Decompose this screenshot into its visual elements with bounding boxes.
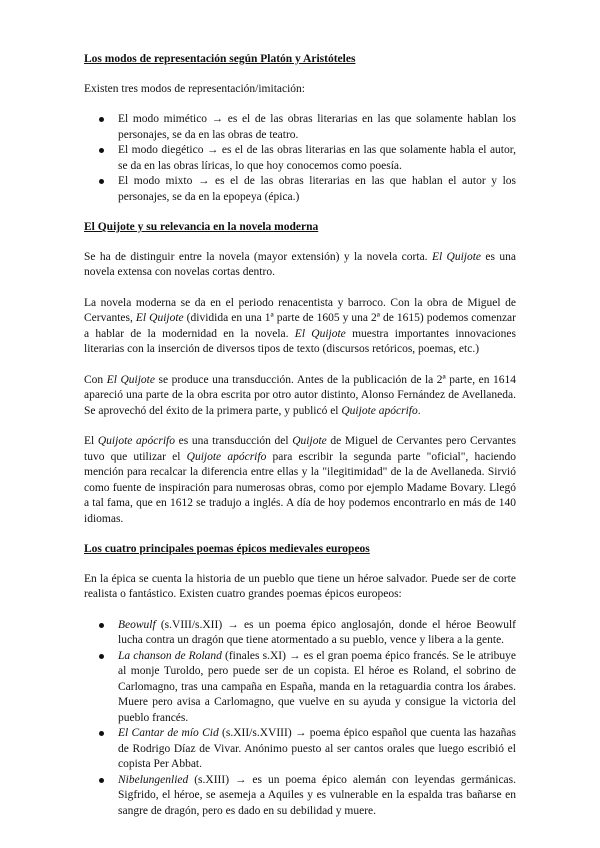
list-item: El Cantar de mío Cid (s.XII/s.XVIII) → poema épico español que cuenta las hazañas de Rodrigo Díaz de Vivar. Anónimo puesto al ser cantos orales que luego escribió el copista Per Abbat.: [118, 726, 516, 773]
list-item: El modo mimético → es el de las obras literarias en las que solamente hablan los personajes, se da en las obras de teatro.: [118, 112, 516, 143]
section-heading-poemas: Los cuatro principales poemas épicos medievales europeos: [84, 543, 370, 555]
bullet-icon: [99, 654, 104, 659]
bullet-icon: [99, 778, 104, 783]
bullet-icon: [99, 117, 104, 122]
quijote-paragraph-1: Se ha de distinguir entre la novela (mayor extensión) y la novela corta. El Quijote es una novela extensa con novelas cortas dentro.: [84, 250, 517, 278]
modos-intro: Existen tres modos de representación/imitación:: [84, 82, 305, 95]
bullet-icon: [99, 623, 104, 628]
bullet-icon: [99, 731, 104, 736]
poemas-intro: En la épica se cuenta la historia de un pueblo que tiene un héroe salvador. Puede ser de corte realista o fantástico. Existen cuatro grandes poemas épicos europeos:: [84, 572, 516, 600]
quijote-paragraph-3: Con El Quijote se produce una transducción. Antes de la publicación de la 2ª parte, en 1614 apareció una parte de la obra escrita por otro autor distinto, Alonso Fernández de Avellaneda. Se aprovechó del éxito de la primera parte, y publicó el Quijote apócrifo.: [84, 373, 517, 417]
quijote-paragraph-4: El Quijote apócrifo es una transducción del Quijote de Miguel de Cervantes pero Cervantes tuvo que utilizar el Quijote apócrifo para escribir la segunda parte "oficial", haciendo mención para recalcar la diferencia entre ellas y la "ilegitimidad" de la de Avellaneda. Sirvió como fuente de inspiración para numerosas obras, como por ejemplo Madame Bovary. Llegó a tal fama, que en 1612 se tradujo a inglés. A día de hoy podemos encontrarlo en más de 140 idiomas.: [84, 435, 517, 525]
document-page: [84, 52, 516, 834]
list-item: Beowulf (s.VIII/s.XII) → es un poema épico anglosajón, donde el héroe Beowulf lucha contra un dragón que tiene atormentado a su pueblo, vence y libera a la gente.: [118, 618, 516, 649]
bullet-icon: [99, 148, 104, 153]
list-item: La chanson de Roland (finales s.XI) → es el gran poema épico francés. Se le atribuye al monje Turoldo, pero puede ser de un copista. El héroe es Roland, el sobrino de Carlomagno, tras una campaña en España, manda en la retaguardia contra los árabes. Muere pero avisa a Carlomagno, que vuelve en su ayuda y consigue la victoria del pueblo francés.: [118, 649, 516, 727]
section-heading-quijote: El Quijote y su relevancia en la novela moderna: [84, 221, 319, 233]
poemas-list: [84, 618, 516, 820]
modos-list: [84, 112, 516, 205]
quijote-paragraph-2: La novela moderna se da en el periodo renacentista y barroco. Con la obra de Miguel de Cervantes, El Quijote (dividida en una 1ª parte de 1605 y una 2ª de 1615) podemos comenzar a hablar de la modernidad en la novela. El Quijote muestra importantes innovaciones literarias con la inserción de diversos tipos de texto (discursos retóricos, poemas, etc.): [84, 296, 516, 355]
list-item: El modo mixto → es el de las obras literarias en las que hablan el autor y los personajes, se da en la epopeya (épica.): [118, 174, 516, 205]
bullet-icon: [99, 179, 104, 184]
list-item: Nibelungenlied (s.XIII) → es un poema épico alemán con leyendas germánicas. Sigfrido, el héroe, se asemeja a Aquiles y es vulnerable en la espalda tras bañarse en sangre de dragón, pero es dado en su debilidad y muere.: [118, 773, 516, 820]
section-heading-modos: Los modos de representación según Platón y Aristóteles: [84, 53, 356, 65]
list-item: El modo diegético → es el de las obras literarias en las que solamente habla el autor, se da en las obras líricas, lo que hoy conocemos como poesía.: [118, 143, 516, 174]
